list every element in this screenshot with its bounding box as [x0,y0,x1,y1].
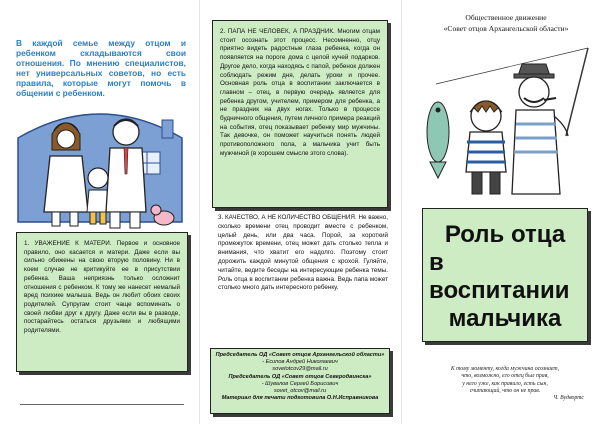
section-respect-mother: 1. УВАЖЕНИЕ К МАТЕРИ. Первое и основное правило, оно касается и матери. Даже если вы сильно обижены на свою вторую половину. Ни в коем случае не критикуйте ее в присутствии ребенка. Ваша неприязнь только осложнит отношения с ребенком. К тому же нанесет немалый вред психике малыша. Ведь он любит обоих своих родителей. Супругам стоит чаще вспоминать о своей любви друг к другу. Даже если вы в разводе, постарайтесь остаться друзьями и любящими родителями. [16,232,188,372]
section-quality-communication: 3. КАЧЕСТВО, А НЕ КОЛИЧЕСТВО ОБЩЕНИЯ. Не важно, сколько времени отец проводит вместе с ребенком, целый день, или два часа. Порой, за короткий промежуток времени, отец может дать столько тепла и внимания, что хватит его надолго. Поэтому стоит дорожить каждой минутой общения с крохой. Гуляйте, читайте, ведите беседы на интересующие ребенка темы. Роль отца в воспитании ребенка важна. Ведь папа может столько много дать интересного ребенку. [218,214,388,292]
divider-line [20,404,184,405]
contact-email-1: sovetotcov29@mail.ru [272,366,328,373]
panel-left [0,0,198,424]
father-son-fishing-illustration [416,46,596,200]
quote-line-3: у него уже, как правило, есть сын, [462,380,548,387]
organization-header [420,12,592,34]
section-papa-holiday: 2. ПАПА НЕ ЧЕЛОВЕК, А ПРАЗДНИК. Многим отцам стоит осознать этот процесс. Несомненно, отцу приятно видеть радостные глаза ребенка, когда он появляется на пороге дома с целой кучей подарков. Другое дело, когда находясь с папой, ребенок должен соблюдать режим дня, делать уроки и прочее. Основная роль отца в воспитании заключается в главном – отец, в первую очередь является для ребенка другом, учителем, примером для ребенка, а не праздник на двух ногах. Только в процессе будничного общения, путем личного примера реакций на события, отец показывает ребенку мир мужчины. Так девочке, он поможет научиться понять людей противоположного пола, а мальчика учит быть мужчиной (в хорошем смысле этого слова). [212,20,388,208]
contact-email-2: sovet_otcov@mail.ru [273,388,327,395]
contact-line-3: Председатель ОД «Совет отцов Северодвинска» [228,373,372,380]
epigraph-quote [418,366,592,402]
contacts-box [210,348,390,414]
contact-line-1: Председатель ОД «Совет отцов Архангельской области» [215,352,385,358]
family-house-illustration [14,94,192,234]
org-line-1: Общественное движение [465,13,547,22]
contact-line-2: - Есипов Андрей Николаевич [262,359,338,366]
quote-line-2: что, возможно, его отец был прав, [461,373,549,380]
quote-line-4: считающий, что он не прав. [469,387,541,394]
contact-line-4: - Шувалов Сергей Борисович [261,380,339,387]
contact-prepared-by: Материал для печати подготовила О.Н.Исправникова [221,395,379,402]
org-line-2: «Совет отцов Архангельской области» [443,24,569,33]
title-line-3: мальчика [448,305,562,332]
quote-line-1: К тому моменту, когда мужчина осознает, [450,366,560,372]
quote-author: Ч. Вудвортс [553,395,584,402]
title-line-2: в воспитании [429,249,570,304]
intro-text: В каждой семье между отцом и ребенком складываются свои отношения. По мнению специалистов, нет универсальных советов, но есть правила, которые могут помочь в общении с ребенком. [16,38,186,98]
brochure-title [422,208,588,342]
title-line-1: Роль отца [444,221,566,248]
